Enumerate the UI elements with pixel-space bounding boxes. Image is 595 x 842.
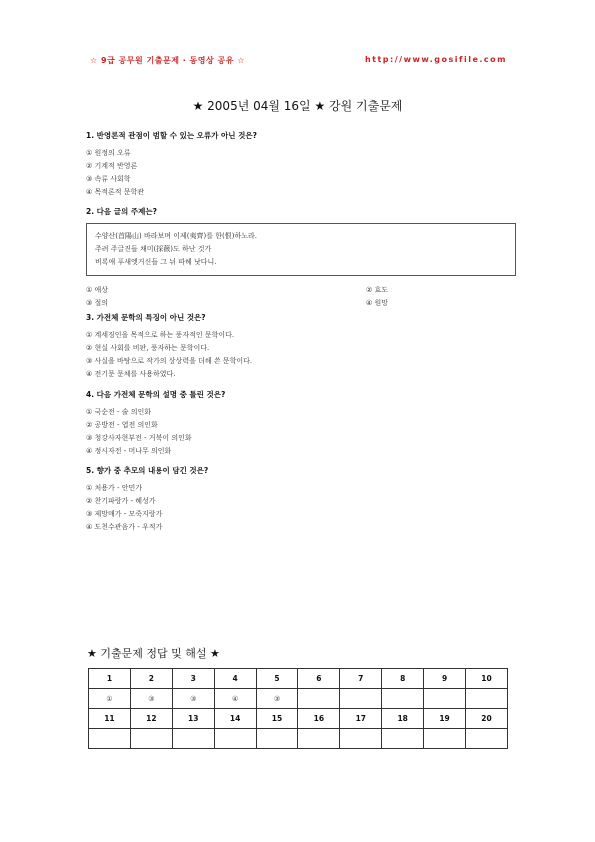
question-number-cell: 4 <box>214 669 256 689</box>
question-number-cell: 6 <box>298 669 340 689</box>
question-title: 2. 다음 글의 주제는? <box>86 207 157 216</box>
option: ④ 목적론적 문학관 <box>86 188 145 196</box>
question-title: 1. 반영론적 관점이 범할 수 있는 오류가 아닌 것은? <box>86 131 257 140</box>
question-number-cell: 1 <box>89 669 131 689</box>
answer-cell <box>89 729 131 749</box>
question-4 <box>86 389 516 458</box>
option: ② 기계적 반영론 <box>86 162 138 170</box>
option: ③ 속류 사회학 <box>86 175 131 183</box>
question-number-cell: 5 <box>256 669 298 689</box>
question-number-cell: 18 <box>382 709 424 729</box>
question-title: 4. 다음 가전체 문학의 설명 중 틀린 것은? <box>86 390 226 399</box>
header-url-link[interactable]: http://www.gosifile.com <box>364 55 507 64</box>
answer-cell: ① <box>89 689 131 709</box>
question-number-cell: 7 <box>340 669 382 689</box>
answer-cell <box>256 729 298 749</box>
option: ④ 정시자전 - 머나무 의인화 <box>86 447 172 455</box>
answer-cell <box>382 689 424 709</box>
question-5 <box>86 465 516 534</box>
page-title: ★ 2005년 04월 16일 ★ 강원 기출문제 <box>192 99 403 113</box>
answer-section-title: ★ 기출문제 정답 및 해설 ★ <box>87 647 220 660</box>
passage-box <box>86 223 516 276</box>
option: ② 현실 사회를 비판, 풍자하는 문학이다. <box>86 344 210 352</box>
question-2 <box>86 206 516 310</box>
option: ② 찬기파랑가 - 혜성가 <box>86 497 156 505</box>
question-number-cell: 10 <box>466 669 508 689</box>
answer-cell: ④ <box>214 689 256 709</box>
table-row <box>89 709 508 729</box>
option: ① 국순전 - 술 의인화 <box>86 408 152 416</box>
option: ③ 사실을 바탕으로 작가의 상상력을 더해 쓴 문학이다. <box>86 357 253 365</box>
table-row <box>89 729 508 749</box>
question-number-cell: 16 <box>298 709 340 729</box>
question-number-cell: 11 <box>89 709 131 729</box>
question-number-cell: 9 <box>424 669 466 689</box>
option: ① 처용가 - 안민가 <box>86 484 143 492</box>
question-number-cell: 13 <box>172 709 214 729</box>
answer-table <box>88 668 508 749</box>
question-number-cell: 17 <box>340 709 382 729</box>
table-row <box>89 689 508 709</box>
answer-cell <box>466 729 508 749</box>
question-title: 5. 향가 중 추모의 내용이 담긴 것은? <box>86 466 209 475</box>
answer-cell <box>172 729 214 749</box>
option: ① 원정의 오류 <box>86 149 131 157</box>
passage-line: 비록애 푸새엣거신들 그 뉘 따헤 낫다니. <box>95 258 217 266</box>
answer-cell <box>130 729 172 749</box>
answer-cell <box>466 689 508 709</box>
answer-cell <box>382 729 424 749</box>
answer-cell <box>298 689 340 709</box>
option: ④ 전기문 문체를 사용하였다. <box>86 370 176 378</box>
question-title: 3. 가전체 문학의 특징이 아닌 것은? <box>86 313 206 322</box>
answer-cell <box>424 689 466 709</box>
question-number-cell: 2 <box>130 669 172 689</box>
answer-cell <box>424 729 466 749</box>
option: ③ 제망매가 - 모죽지랑가 <box>86 510 163 518</box>
question-number-cell: 8 <box>382 669 424 689</box>
question-number-cell: 12 <box>130 709 172 729</box>
option: ① 애상 <box>86 286 109 294</box>
option: ④ 원망 <box>366 299 389 307</box>
table-row <box>89 669 508 689</box>
option: ② 공방전 - 엽전 의인화 <box>86 421 158 429</box>
answer-cell: ③ <box>256 689 298 709</box>
option: ④ 도천수관음가 - 우적가 <box>86 523 163 531</box>
option: ③ 절의 <box>86 299 109 307</box>
question-3 <box>86 312 516 381</box>
question-number-cell: 14 <box>214 709 256 729</box>
passage-line: 수양산(首陽山) 바라보며 이제(夷齊)를 한(恨)하노라. <box>95 232 257 240</box>
option: ② 효도 <box>366 286 389 294</box>
answer-cell <box>214 729 256 749</box>
question-number-cell: 3 <box>172 669 214 689</box>
option: ① 계세징인을 목적으로 하는 풍자적인 문학이다. <box>86 331 235 339</box>
options-grid <box>86 284 516 310</box>
passage-line: 주려 주글진들 채미(採薇)도 하난 것가 <box>95 245 212 253</box>
question-number-cell: 15 <box>256 709 298 729</box>
header-left-text: ☆ 9급 공무원 기출문제 · 동영상 공유 ☆ <box>90 56 245 65</box>
question-1 <box>86 130 516 199</box>
answer-cell: ③ <box>172 689 214 709</box>
answer-cell <box>340 729 382 749</box>
answer-cell <box>340 689 382 709</box>
question-number-cell: 19 <box>424 709 466 729</box>
answer-cell <box>298 729 340 749</box>
answer-cell: ③ <box>130 689 172 709</box>
question-number-cell: 20 <box>466 709 508 729</box>
option: ③ 청강사자현부전 - 거북이 의인화 <box>86 434 192 442</box>
